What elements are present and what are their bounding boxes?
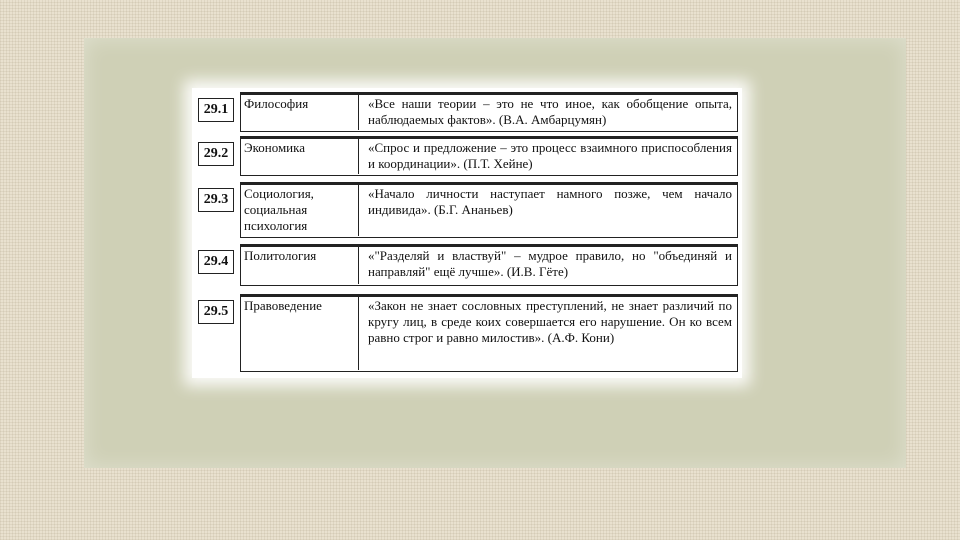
- topic-quote: «Начало личности наступает намного позже, чем начало индивида». (Б.Г. Ананьев): [368, 186, 732, 217]
- topic-category: Социология, социальная психология: [244, 186, 314, 233]
- table-row: [192, 182, 742, 238]
- topic-quote: «Все наши теории – это не что иное, как обобщение опыта, наблюдаемых фактов». (В.А. Амбарцумян): [368, 96, 732, 127]
- topic-number: 29.2: [198, 142, 234, 166]
- table-row: [192, 294, 742, 374]
- topic-category: Правоведение: [244, 298, 322, 313]
- topic-number: 29.5: [198, 300, 234, 324]
- topic-category: Экономика: [244, 140, 306, 155]
- topic-category: Философия: [244, 96, 309, 111]
- table-row: [192, 92, 742, 132]
- column-divider: [358, 136, 359, 174]
- topics-table-image: [192, 88, 742, 378]
- column-divider: [358, 244, 359, 284]
- column-divider: [358, 294, 359, 370]
- table-row: [192, 244, 742, 288]
- topic-quote: «Закон не знает сословных преступлений, не знает различий по кругу лиц, в среде коих совершается его нарушение. Он ко всем равно строг и равно милостив». (А.Ф. Кони): [368, 298, 732, 345]
- topic-number: 29.1: [198, 98, 234, 122]
- column-divider: [358, 182, 359, 236]
- topic-number: 29.4: [198, 250, 234, 274]
- table-row: [192, 136, 742, 176]
- topic-number: 29.3: [198, 188, 234, 212]
- topic-category: Политология: [244, 248, 317, 263]
- topic-quote: «"Разделяй и властвуй" – мудрое правило, но "объединяй и направляй" ещё лучше». (И.В. Гёте): [368, 248, 732, 279]
- column-divider: [358, 92, 359, 130]
- topic-quote: «Спрос и предложение – это процесс взаимного приспособления и координации». (П.Т. Хейне): [368, 140, 732, 171]
